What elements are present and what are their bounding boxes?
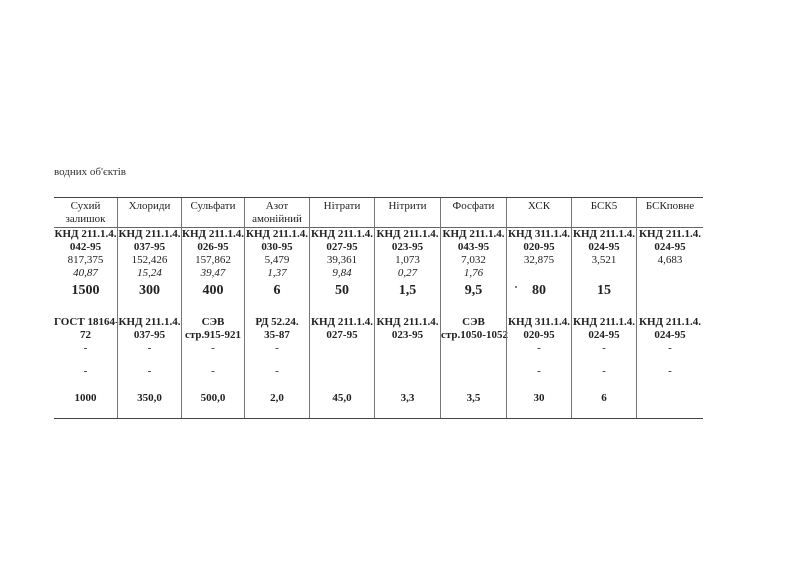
standard-code-number: стр.915-921 bbox=[185, 329, 241, 341]
limit-value: 6 bbox=[273, 283, 281, 298]
standard-code-number: 023-95 bbox=[391, 329, 424, 341]
limit-value bbox=[637, 280, 703, 302]
percent-value: 15,24 bbox=[137, 267, 162, 279]
table-column-nitrates bbox=[309, 198, 374, 418]
method-code-number: 037-95 bbox=[133, 241, 166, 253]
dash-mark: - bbox=[537, 365, 541, 377]
scan-speck bbox=[515, 286, 517, 288]
column-header: ХСК bbox=[507, 198, 571, 228]
final-value: 350,0 bbox=[137, 392, 162, 404]
measured-value: 4,683 bbox=[657, 254, 683, 266]
limit-value: 9,5 bbox=[464, 283, 483, 298]
percent-value: 1,37 bbox=[267, 267, 287, 279]
water-quality-table bbox=[54, 197, 703, 419]
limit-value: 15 bbox=[597, 283, 611, 298]
measured-value: 157,862 bbox=[195, 254, 231, 266]
final-value: 45,0 bbox=[332, 392, 352, 404]
dash-mark bbox=[441, 342, 506, 355]
measured-value: 7,032 bbox=[461, 254, 486, 266]
standard-code-number: 027-95 bbox=[326, 329, 358, 341]
column-header: Фосфати bbox=[441, 198, 506, 228]
standard-code-number: 024-95 bbox=[654, 329, 686, 341]
measured-value: 1,073 bbox=[395, 254, 420, 266]
standard-code: КНД 311.1.4. bbox=[508, 316, 570, 328]
method-code-number: 024-95 bbox=[654, 241, 686, 253]
method-code: КНД 211.1.4. bbox=[182, 228, 244, 240]
standard-code: КНД 211.1.4. bbox=[376, 316, 439, 328]
column-header: Сульфати bbox=[182, 198, 244, 228]
standard-code-number: стр.1050-1052 bbox=[441, 329, 508, 341]
dash-mark: - bbox=[668, 342, 672, 354]
standard-code: КНД 211.1.4. bbox=[639, 316, 701, 328]
percent-value bbox=[572, 267, 636, 280]
dash-mark: - bbox=[147, 365, 152, 377]
dash-mark: - bbox=[668, 365, 672, 377]
standard-code-number: 024-95 bbox=[588, 329, 620, 341]
dash-mark: - bbox=[275, 342, 279, 354]
measured-value: 39,361 bbox=[326, 254, 358, 266]
table-column-sulfates bbox=[181, 198, 244, 418]
percent-value: 40,87 bbox=[73, 267, 98, 279]
column-header: Нітрати bbox=[310, 198, 374, 228]
table-column-chlorides bbox=[117, 198, 181, 418]
column-header: Сухий залишок bbox=[54, 198, 117, 228]
method-code-number: 023-95 bbox=[391, 241, 424, 253]
method-code: КНД 211.1.4. bbox=[442, 228, 505, 240]
dash-mark: - bbox=[602, 342, 606, 354]
method-code: КНД 211.1.4. bbox=[246, 228, 308, 240]
table-column-ammonium-nitrogen bbox=[244, 198, 309, 418]
table-column-nitrites bbox=[374, 198, 440, 418]
final-value: 1000 bbox=[74, 392, 97, 404]
dash-mark bbox=[310, 342, 374, 355]
percent-value bbox=[637, 267, 703, 280]
dash-mark bbox=[375, 342, 440, 355]
method-code-number: 024-95 bbox=[588, 241, 620, 253]
table-column-dry-residue bbox=[54, 198, 117, 418]
table-column-cod bbox=[506, 198, 571, 418]
final-value: 3,5 bbox=[466, 392, 481, 404]
limit-value: 50 bbox=[335, 283, 349, 298]
final-value: 500,0 bbox=[200, 392, 226, 404]
percent-value: 1,76 bbox=[463, 267, 484, 279]
limit-value: 400 bbox=[202, 283, 224, 298]
final-value bbox=[637, 390, 703, 407]
method-code-number: 043-95 bbox=[457, 241, 490, 253]
standard-code: ГОСТ 18164- bbox=[54, 316, 119, 328]
dash-mark bbox=[310, 365, 374, 378]
dash-mark: - bbox=[147, 342, 152, 354]
dash-mark: - bbox=[211, 342, 215, 354]
method-code: КНД 311.1.4. bbox=[508, 228, 570, 240]
dash-mark: - bbox=[83, 365, 88, 377]
dash-mark: - bbox=[537, 342, 541, 354]
table-caption: водних об'єктів bbox=[54, 166, 126, 178]
table-column-phosphates bbox=[440, 198, 506, 418]
dash-mark: - bbox=[211, 365, 215, 377]
dash-mark: - bbox=[83, 342, 88, 354]
measured-value: 32,875 bbox=[523, 254, 555, 266]
method-code: КНД 211.1.4. bbox=[118, 228, 181, 240]
limit-value: 1500 bbox=[71, 283, 100, 298]
measured-value: 3,521 bbox=[591, 254, 617, 266]
measured-value: 817,375 bbox=[67, 254, 104, 266]
measured-value: 152,426 bbox=[131, 254, 168, 266]
percent-value: 39,47 bbox=[200, 267, 226, 279]
table-column-bod-full bbox=[636, 198, 703, 418]
measured-value: 5,479 bbox=[264, 254, 290, 266]
dash-mark bbox=[375, 365, 440, 378]
final-value: 30 bbox=[533, 392, 545, 404]
method-code-number: 030-95 bbox=[261, 241, 293, 253]
percent-value: 9,84 bbox=[332, 267, 352, 279]
final-value: 3,3 bbox=[400, 392, 415, 404]
standard-code: РД 52.24. bbox=[255, 316, 299, 328]
method-code: КНД 211.1.4. bbox=[376, 228, 439, 240]
column-header: Азот амонійний bbox=[245, 198, 309, 228]
dash-mark: - bbox=[275, 365, 279, 377]
method-code: КНД 211.1.4. bbox=[639, 228, 701, 240]
dash-mark: - bbox=[602, 365, 606, 377]
column-header: БСКповне bbox=[637, 198, 703, 228]
method-code: КНД 211.1.4. bbox=[311, 228, 373, 240]
limit-value: 1,5 bbox=[398, 283, 417, 298]
limit-value: 80 bbox=[532, 283, 546, 298]
standard-code-number: 72 bbox=[80, 329, 91, 341]
column-header: Хлориди bbox=[118, 198, 181, 228]
method-code: КНД 211.1.4. bbox=[54, 228, 117, 240]
method-code-number: 027-95 bbox=[326, 241, 358, 253]
method-code-number: 020-95 bbox=[523, 241, 555, 253]
percent-value: 0,27 bbox=[397, 267, 418, 279]
final-value: 2,0 bbox=[270, 392, 284, 404]
standard-code: КНД 211.1.4. bbox=[118, 316, 181, 328]
table-column-bod5 bbox=[571, 198, 636, 418]
standard-code-number: 037-95 bbox=[133, 329, 166, 341]
dash-mark bbox=[441, 365, 506, 378]
standard-code: КНД 211.1.4. bbox=[573, 316, 635, 328]
column-header: БСК5 bbox=[572, 198, 636, 228]
method-code-number: 042-95 bbox=[69, 241, 102, 253]
standard-code: СЭВ bbox=[201, 316, 225, 328]
column-header: Нітрити bbox=[375, 198, 440, 228]
percent-value bbox=[507, 267, 571, 280]
standard-code-number: 020-95 bbox=[523, 329, 555, 341]
final-value: 6 bbox=[601, 392, 607, 404]
method-code: КНД 211.1.4. bbox=[573, 228, 635, 240]
standard-code: КНД 211.1.4. bbox=[311, 316, 373, 328]
limit-value: 300 bbox=[139, 283, 160, 298]
standard-code-number: 35-87 bbox=[264, 329, 290, 341]
standard-code: СЭВ bbox=[462, 316, 485, 328]
method-code-number: 026-95 bbox=[197, 241, 229, 253]
